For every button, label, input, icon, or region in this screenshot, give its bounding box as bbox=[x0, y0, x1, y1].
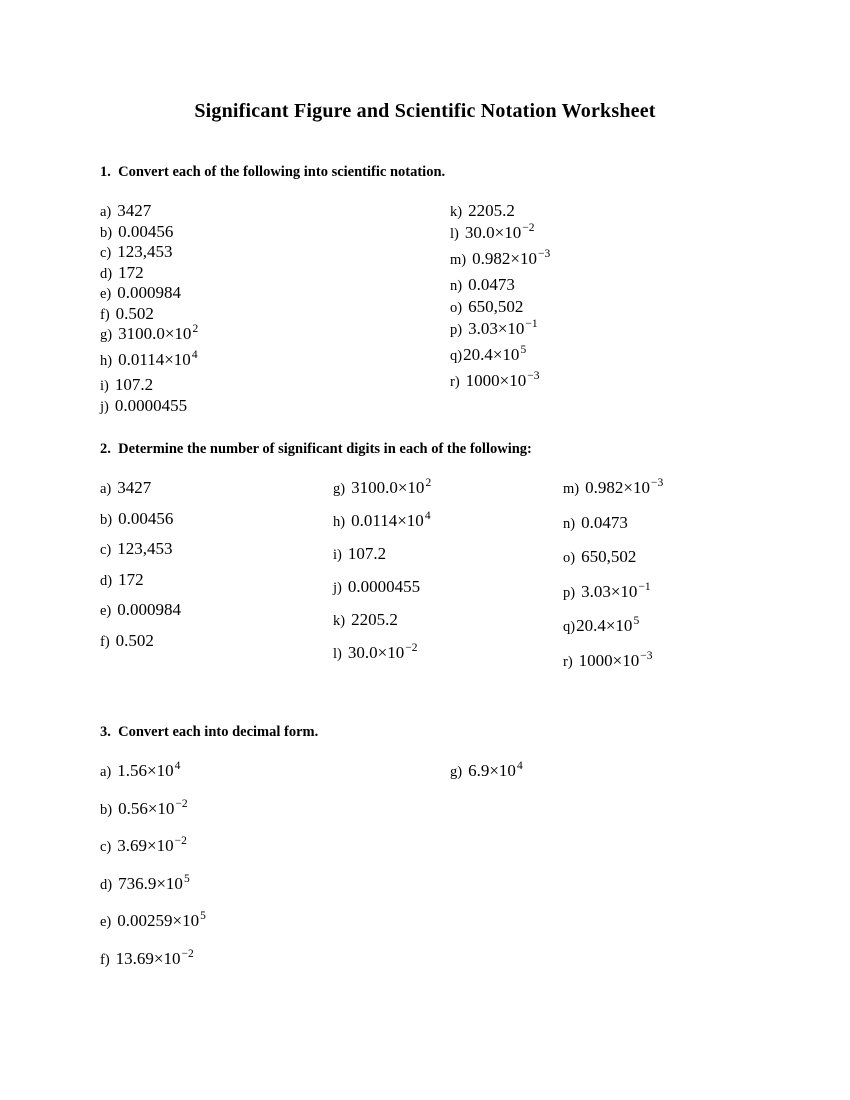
item-exponent: 4 bbox=[191, 348, 198, 361]
item-exponent: 2 bbox=[425, 477, 432, 489]
item-value: 0.00456 bbox=[118, 221, 174, 241]
worksheet-item bbox=[100, 949, 206, 987]
item-exponent: −2 bbox=[181, 947, 194, 960]
item-label: d) bbox=[100, 572, 113, 589]
item-label: e) bbox=[100, 603, 112, 619]
item-value: 0.0473 bbox=[468, 275, 515, 294]
item-label: g) bbox=[100, 327, 113, 343]
item-value: 107.2 bbox=[347, 544, 387, 563]
item-value: 2205.2 bbox=[468, 201, 515, 220]
item-value: 650,502 bbox=[581, 547, 637, 566]
item-exponent: −3 bbox=[640, 649, 653, 662]
item-value: 650,502 bbox=[468, 297, 524, 316]
worksheet-item bbox=[100, 836, 206, 874]
item-value: 0.502 bbox=[115, 630, 154, 650]
item-label: n) bbox=[450, 278, 463, 294]
item-value: 0.000984 bbox=[117, 283, 182, 302]
item-label: d) bbox=[100, 876, 113, 893]
item-value: 3.03×10 bbox=[581, 581, 638, 601]
item-label: g) bbox=[333, 481, 346, 497]
item-value: 1.56×10 bbox=[117, 761, 174, 780]
item-label: b) bbox=[100, 224, 113, 241]
item-exponent: 4 bbox=[424, 510, 431, 522]
item-label: q) bbox=[450, 348, 463, 364]
item-value: 30.0×10 bbox=[464, 223, 522, 242]
item-exponent: 5 bbox=[520, 344, 527, 356]
item-exponent: 5 bbox=[633, 615, 640, 627]
item-label: c) bbox=[100, 245, 112, 261]
item-exponent: −3 bbox=[537, 248, 551, 260]
item-value: 172 bbox=[118, 569, 144, 589]
item-value: 736.9×10 bbox=[118, 873, 183, 893]
section-heading: 3. Convert each into decimal form. bbox=[100, 724, 319, 740]
item-label: a) bbox=[100, 204, 112, 220]
item-value: 3100.0×10 bbox=[118, 324, 192, 343]
item-value: 0.0473 bbox=[581, 512, 628, 532]
item-label: l) bbox=[450, 226, 459, 242]
item-label: k) bbox=[450, 204, 463, 220]
item-value: 0.0114×10 bbox=[118, 349, 191, 369]
item-label: r) bbox=[563, 653, 573, 670]
item-value: 172 bbox=[118, 262, 144, 282]
item-exponent: −2 bbox=[522, 222, 535, 234]
item-label: e) bbox=[100, 914, 112, 930]
item-value: 0.0114×10 bbox=[351, 511, 424, 530]
item-label: b) bbox=[100, 801, 113, 818]
item-value: 0.56×10 bbox=[118, 798, 175, 818]
item-value: 3.03×10 bbox=[468, 319, 525, 338]
item-label: i) bbox=[100, 378, 109, 394]
section-heading: 2. Determine the number of significant digits in each of the following: bbox=[100, 441, 532, 457]
item-exponent: 4 bbox=[516, 760, 523, 772]
item-exponent: −3 bbox=[527, 370, 540, 382]
item-exponent: 2 bbox=[192, 323, 199, 335]
item-label: g) bbox=[450, 764, 463, 780]
item-label: j) bbox=[100, 398, 109, 415]
item-label: m) bbox=[450, 252, 467, 268]
item-label: n) bbox=[563, 515, 576, 532]
item-label: j) bbox=[333, 580, 342, 596]
item-label: p) bbox=[450, 322, 463, 338]
worksheet-item bbox=[100, 911, 206, 949]
item-value: 0.982×10 bbox=[472, 249, 537, 268]
item-value: 3.69×10 bbox=[117, 836, 174, 855]
item-value: 0.00456 bbox=[118, 508, 174, 528]
item-exponent: −2 bbox=[175, 797, 188, 810]
worksheet-item bbox=[100, 761, 206, 799]
worksheet-item bbox=[100, 799, 206, 837]
item-label: b) bbox=[100, 511, 113, 528]
item-label: q) bbox=[563, 619, 576, 635]
item-value: 123,453 bbox=[117, 242, 173, 261]
item-value: 107.2 bbox=[114, 375, 154, 394]
item-value: 20.4×10 bbox=[576, 616, 633, 635]
item-label: i) bbox=[333, 547, 342, 563]
item-label: c) bbox=[100, 542, 112, 558]
item-value: 0.0000455 bbox=[114, 395, 188, 415]
item-label: m) bbox=[563, 481, 580, 497]
item-column bbox=[100, 761, 206, 986]
worksheet-item bbox=[450, 761, 523, 799]
item-value: 13.69×10 bbox=[115, 948, 181, 968]
section-heading: 1. Convert each of the following into scientific notation. bbox=[100, 164, 446, 180]
item-value: 0.0000455 bbox=[347, 577, 421, 596]
item-label: a) bbox=[100, 481, 112, 497]
worksheet-item bbox=[100, 874, 206, 912]
item-value: 2205.2 bbox=[351, 610, 398, 629]
item-label: l) bbox=[333, 646, 342, 662]
item-label: f) bbox=[100, 633, 110, 650]
item-exponent: −1 bbox=[525, 318, 538, 330]
item-value: 0.000984 bbox=[117, 600, 182, 619]
item-exponent: −1 bbox=[638, 580, 651, 593]
item-value: 0.00259×10 bbox=[117, 911, 200, 930]
item-value: 123,453 bbox=[117, 539, 173, 558]
worksheet-title: Significant Figure and Scientific Notation Worksheet bbox=[194, 100, 656, 122]
item-label: d) bbox=[100, 265, 113, 282]
item-exponent: 4 bbox=[174, 760, 181, 772]
item-value: 3100.0×10 bbox=[351, 478, 425, 497]
item-value: 6.9×10 bbox=[468, 761, 516, 780]
item-exponent: 5 bbox=[200, 910, 206, 922]
item-label: k) bbox=[333, 613, 346, 629]
item-exponent: −2 bbox=[174, 835, 187, 847]
item-exponent: 5 bbox=[183, 872, 190, 885]
item-label: h) bbox=[333, 514, 346, 530]
item-label: a) bbox=[100, 764, 112, 780]
item-value: 20.4×10 bbox=[463, 345, 520, 364]
item-column bbox=[450, 761, 523, 799]
item-label: o) bbox=[450, 300, 463, 316]
item-label: h) bbox=[100, 352, 113, 369]
item-label: f) bbox=[100, 951, 110, 968]
item-value: 3427 bbox=[117, 201, 152, 220]
item-value: 30.0×10 bbox=[347, 643, 405, 662]
item-value: 1000×10 bbox=[465, 371, 527, 390]
item-label: p) bbox=[563, 584, 576, 601]
item-value: 1000×10 bbox=[578, 650, 640, 670]
item-value: 3427 bbox=[117, 478, 152, 497]
item-exponent: −2 bbox=[405, 642, 418, 654]
item-label: r) bbox=[450, 374, 460, 390]
item-exponent: −3 bbox=[650, 477, 664, 489]
item-label: e) bbox=[100, 286, 112, 302]
item-label: o) bbox=[563, 550, 576, 566]
item-value: 0.502 bbox=[115, 303, 154, 323]
item-label: f) bbox=[100, 306, 110, 323]
item-value: 0.982×10 bbox=[585, 478, 650, 497]
item-label: c) bbox=[100, 839, 112, 855]
